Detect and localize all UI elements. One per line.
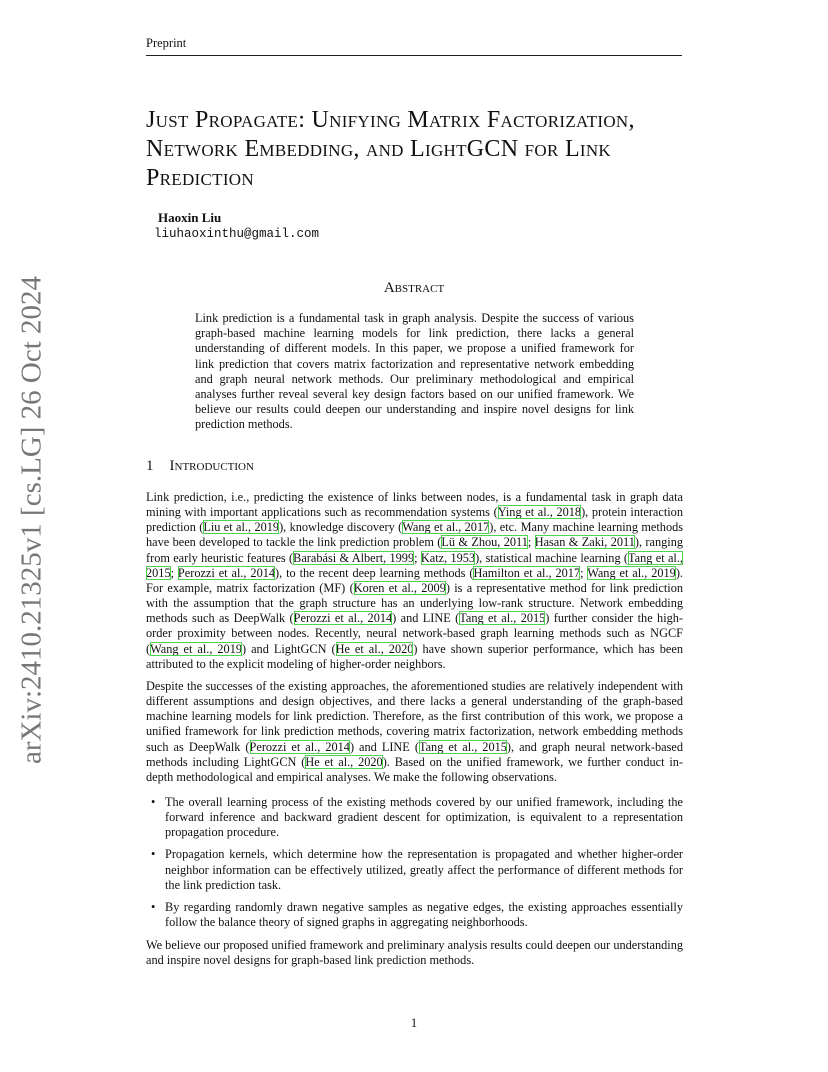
- citation-link[interactable]: Lü & Zhou, 2011: [441, 535, 528, 550]
- citation-link[interactable]: Wang et al., 2019: [150, 641, 242, 656]
- citation-link[interactable]: Wang et al., 2017: [402, 520, 490, 535]
- citation-link[interactable]: Tang et al., 2015: [418, 739, 507, 754]
- citation-link[interactable]: He et al., 2020: [305, 754, 383, 769]
- citation-link[interactable]: Barabási & Albert, 1999: [293, 550, 415, 565]
- body-text: [146, 490, 683, 976]
- abstract-heading: Abstract: [383, 280, 445, 296]
- section-number: 1: [146, 458, 154, 474]
- citation-link[interactable]: Hasan & Zaki, 2011: [534, 535, 635, 550]
- abstract-text: Link prediction is a fundamental task in graph analysis. Despite the success of various graph-based machine learning models for link prediction, there lacks a general understanding of different models. In this paper, we propose a unified framework for link prediction that covers matrix factorization and representative network embedding and graph neural network methods. Our preliminary methodological and empirical analyses further reveal several key design factors based on our unified framework. We believe our results could deepen our understanding and inspire novel designs for link prediction methods.: [195, 311, 634, 432]
- citation-link[interactable]: Tang et al., 2015: [146, 550, 683, 580]
- citation-link[interactable]: Perozzi et al., 2014: [177, 565, 276, 580]
- author-name: Haoxin Liu: [158, 210, 222, 225]
- section-heading: [146, 458, 254, 475]
- section-title: Introduction: [169, 458, 254, 474]
- citation-link[interactable]: Katz, 1953: [420, 550, 476, 565]
- citation-link[interactable]: Perozzi et al., 2014: [249, 739, 350, 754]
- citation-link[interactable]: Liu et al., 2019: [203, 520, 280, 535]
- citation-link[interactable]: Perozzi et al., 2014: [293, 611, 393, 626]
- paragraph: Link prediction, i.e., predicting the existence of links between nodes, is a fundamental task in graph data mining with important applications such as recommendation systems (Ying et al., 2018), protein interaction prediction (Liu et al., 2019), knowledge discovery (Wang et al., 2017), etc. Many machine learning methods have been developed to tackle the link prediction problem (Lü & Zhou, 2011; Hasan & Zaki, 2011), ranging from early heuristic features (Barabási & Albert, 1999; Katz, 1953), statistical machine learning (Tang et al., 2015; Perozzi et al., 2014), to the recent deep learning methods (Hamilton et al., 2017; Wang et al., 2019). For example, matrix factorization (MF) (Koren et al., 2009) is a representative method for link prediction with the assumption that the graph structure has an underlying low-rank structure. Network embedding methods such as DeepWalk (Perozzi et al., 2014) and LINE (Tang et al., 2015) further consider the high-order proximity between nodes. Recently, neural network-based graph learning methods such as NGCF (Wang et al., 2019) and LightGCN (He et al., 2020) have shown superior performance, which has been attributed to the explicit modeling of higher-order neighbors.: [146, 490, 684, 671]
- list-item: • Propagation kernels, which determine how the representation is propagated and whether higher-order neighbor information can be effectively utilized, greatly affect the performance of different methods for the link prediction task.: [165, 847, 683, 892]
- page-number: 1: [410, 1016, 418, 1030]
- paper-title: Just Propagate: Unifying Matrix Factorization, Network Embedding, and LightGCN for Link Prediction: [146, 107, 635, 191]
- observation-list: [146, 795, 683, 930]
- citation-link[interactable]: Ying et al., 2018: [497, 505, 582, 520]
- running-head: Preprint: [146, 36, 682, 56]
- author-email: liuhaoxinthu@gmail.com: [154, 227, 320, 241]
- arxiv-identifier: arXiv:2410.21325v1 [cs.LG] 26 Oct 2024: [15, 275, 48, 765]
- citation-link[interactable]: Hamilton et al., 2017: [473, 565, 581, 580]
- citation-link[interactable]: Koren et al., 2009: [353, 580, 446, 595]
- paragraph: We believe our proposed unified framework and preliminary analysis results could deepen our understanding and inspire novel designs for graph-based link prediction methods.: [146, 938, 683, 968]
- citation-link[interactable]: Tang et al., 2015: [459, 611, 546, 626]
- paragraph: Despite the successes of the existing approaches, the aforementioned studies are relatively independent with different assumptions and design objectives, and there lacks a general understanding of the graph-based machine learning models for link prediction. Therefore, as the first contribution of this work, we propose a unified framework for link prediction methods, covering matrix factorization, network embedding methods such as DeepWalk (Perozzi et al., 2014) and LINE (Tang et al., 2015), and graph neural network-based methods including LightGCN (He et al., 2020). Based on the unified framework, we further conduct in-depth methodological and empirical analyses. We make the following observations.: [146, 678, 683, 784]
- citation-link[interactable]: Wang et al., 2019: [587, 565, 676, 580]
- list-item: • By regarding randomly drawn negative samples as negative edges, the existing approaches essentially follow the balance theory of signed graphs in aggregating neighborhoods.: [165, 900, 683, 930]
- list-item: • The overall learning process of the existing methods covered by our unified framework, including the forward inference and backward gradient descent for optimization, is equivalent to a representation propagation procedure.: [165, 795, 683, 840]
- citation-link[interactable]: He et al., 2020: [335, 641, 414, 656]
